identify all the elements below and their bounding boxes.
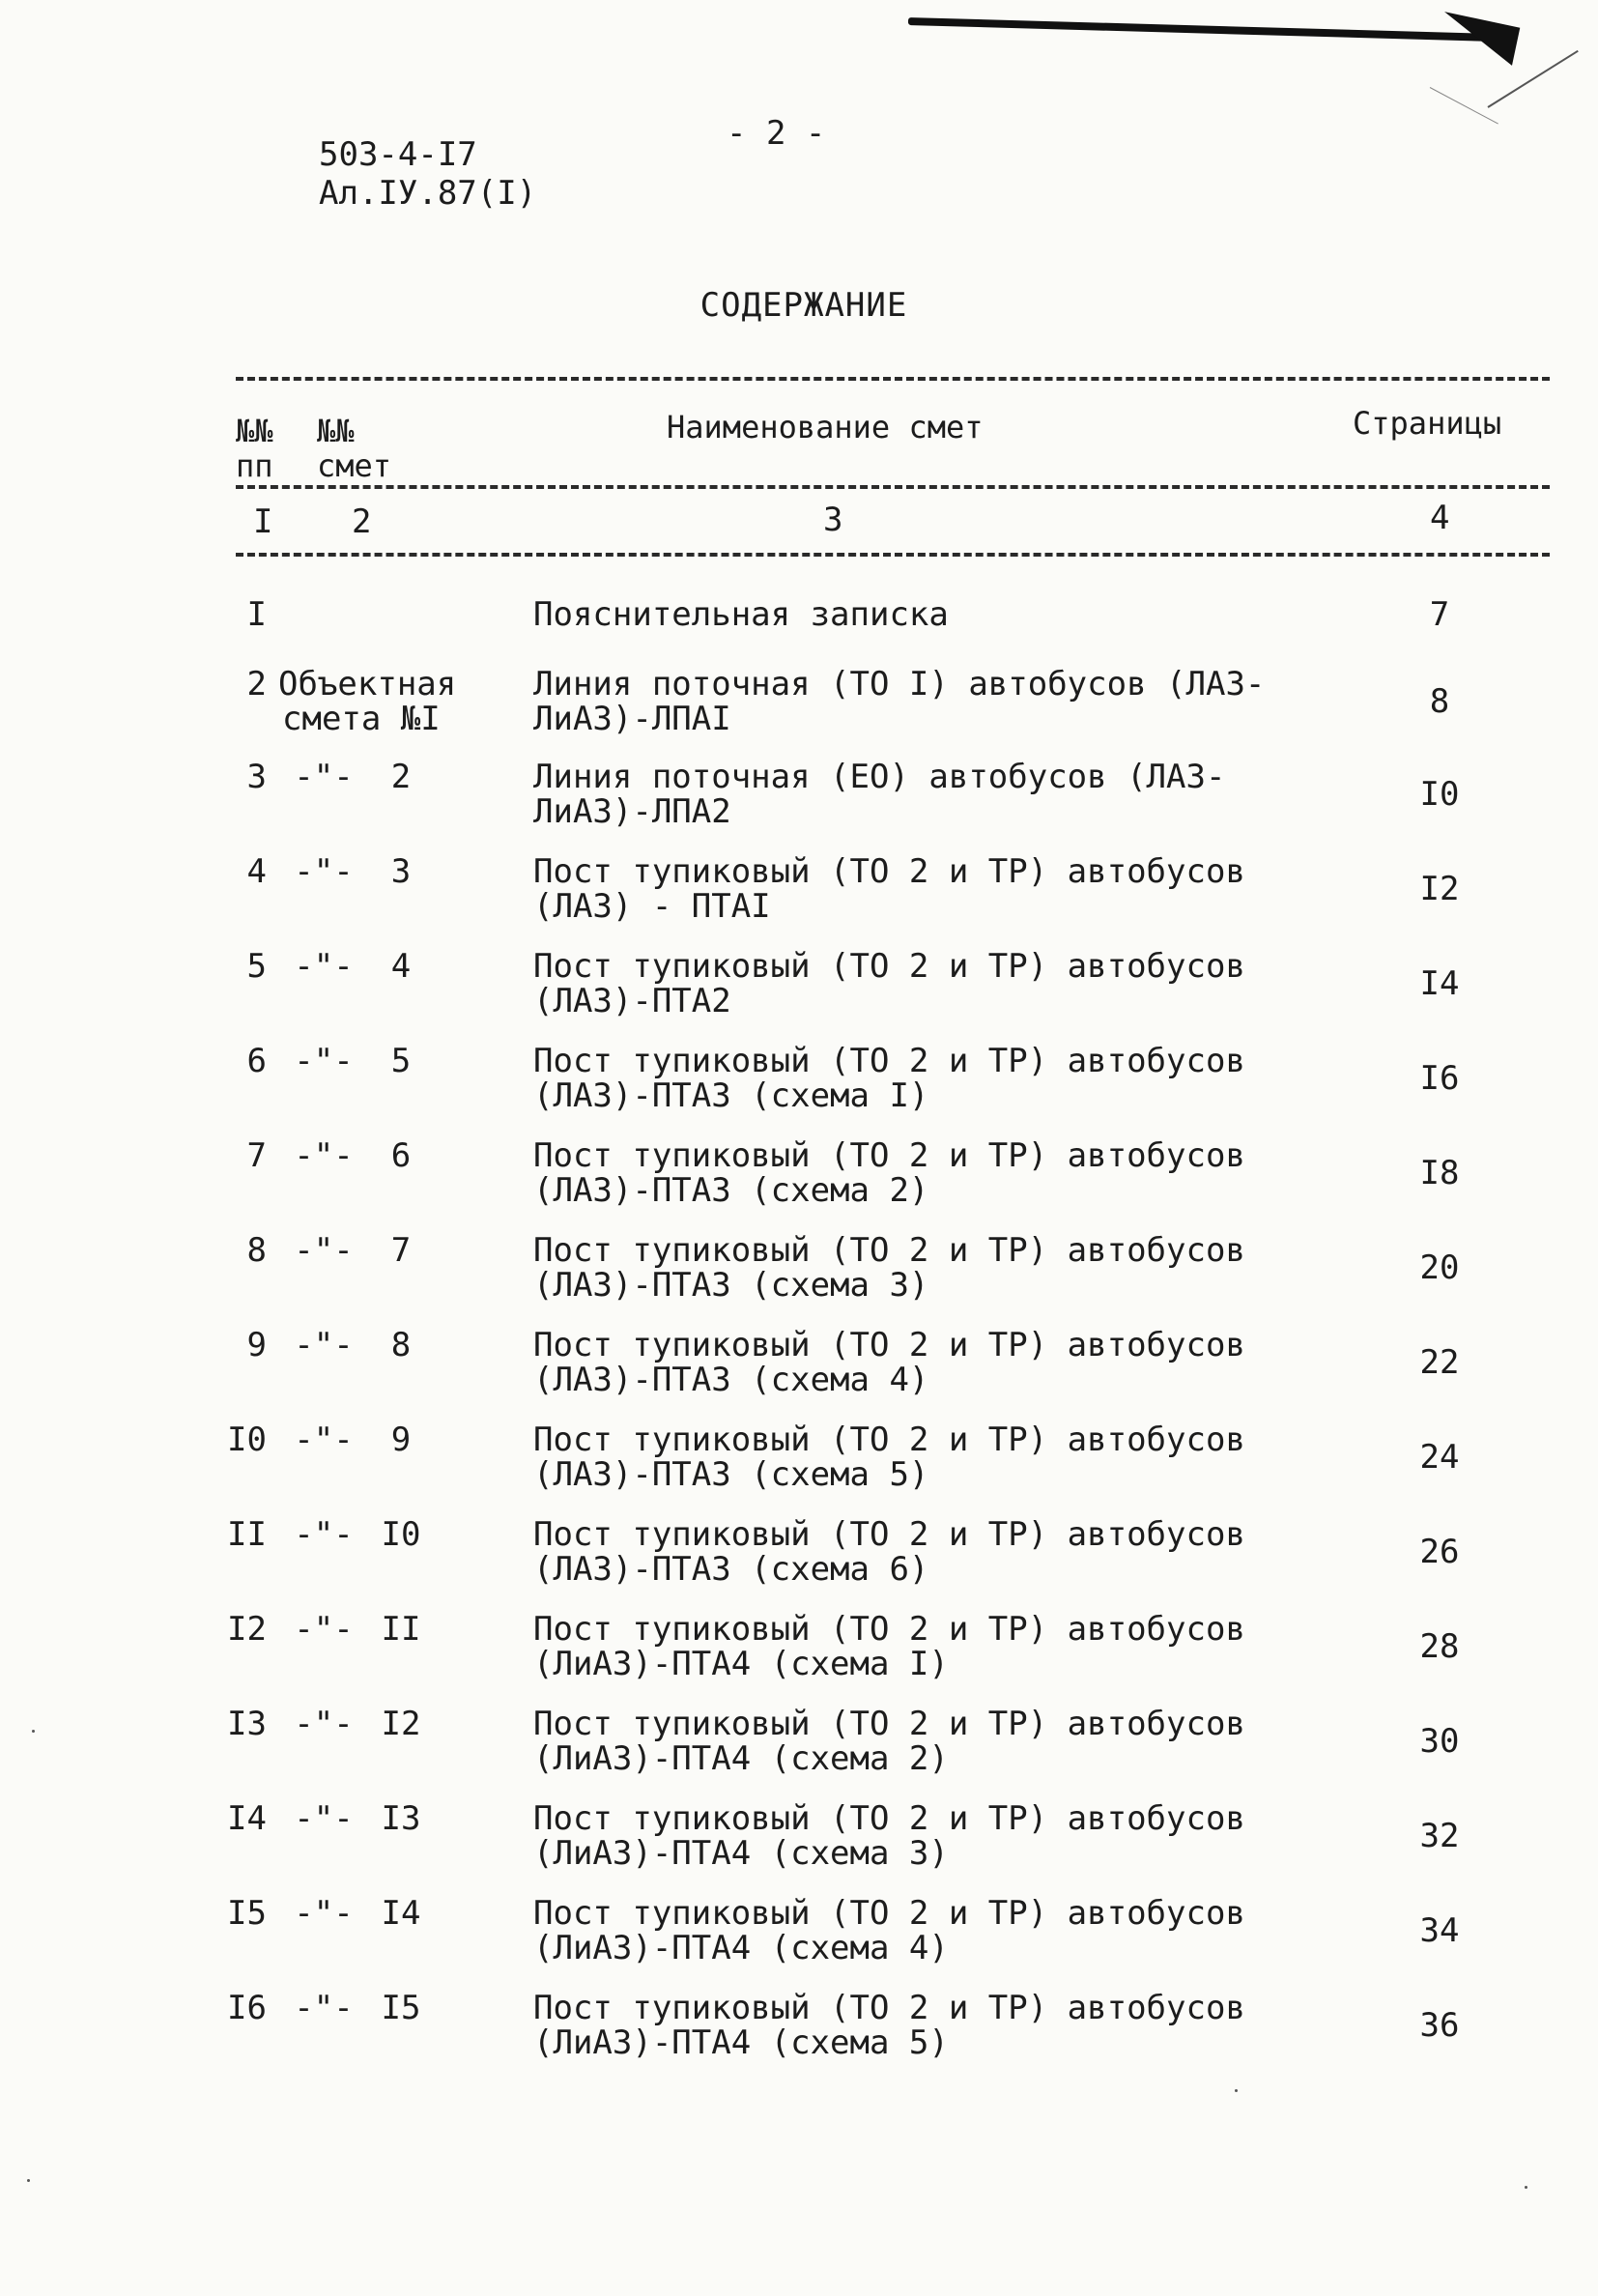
smeta-name	[533, 1896, 1287, 1966]
column-index: I	[253, 502, 273, 541]
smeta-name-line: Линия поточная (ТО I) автобусов (ЛАЗ-	[533, 665, 1266, 703]
smeta-num: 6	[390, 1136, 412, 1175]
column-header-line: пп	[236, 447, 273, 484]
smeta-name-line: Пост тупиковый (ТО 2 и ТР) автобусов	[533, 1136, 1245, 1175]
column-header-name: Наименование смет	[667, 409, 984, 445]
page-ref: 22	[1419, 1343, 1460, 1382]
column-index: 3	[823, 501, 843, 539]
smeta-name	[533, 597, 1287, 632]
scan-artifact-bar	[908, 17, 1517, 43]
row-number: I5	[227, 1894, 267, 1933]
smeta-name-line: ЛиАЗ)-ЛПАI	[533, 700, 731, 738]
table-divider	[236, 485, 1550, 489]
row-number: 2	[246, 665, 267, 703]
smeta-name	[533, 1044, 1287, 1113]
smeta-name-line: (ЛиАЗ)-ПТА4 (схема 3)	[533, 1834, 949, 1873]
smeta-ditto: -"-	[294, 1799, 354, 1838]
smeta-name-line: (ЛАЗ)-ПТА3 (схема 6)	[533, 1550, 929, 1589]
scan-speck	[1235, 2089, 1238, 2092]
page-ref: 8	[1429, 682, 1450, 721]
column-header-smeta	[317, 414, 391, 483]
smeta-name-line: Пост тупиковый (ТО 2 и ТР) автобусов	[533, 1799, 1245, 1838]
row-number: 9	[246, 1326, 267, 1364]
smeta-name-line: Линия поточная (ЕО) автобусов (ЛАЗ-	[533, 758, 1226, 796]
smeta-num: 7	[390, 1231, 412, 1270]
smeta-name-line: (ЛиАЗ)-ПТА4 (схема 2)	[533, 1739, 949, 1778]
smeta-name	[533, 1138, 1287, 1208]
table-row	[0, 1801, 1598, 1888]
page-ref: 7	[1429, 595, 1450, 634]
column-header-num	[236, 414, 273, 483]
page-title: СОДЕРЖАНИЕ	[699, 286, 908, 325]
column-header-line: №№	[317, 413, 355, 449]
table-row	[0, 1707, 1598, 1794]
smeta-ditto: -"-	[294, 1610, 354, 1649]
column-index: 2	[352, 502, 372, 541]
row-number: I6	[227, 1989, 267, 2027]
smeta-num: 5	[390, 1042, 412, 1080]
column-index: 4	[1430, 499, 1450, 537]
smeta-ditto: -"-	[294, 1326, 354, 1364]
smeta-name	[533, 1991, 1287, 2060]
smeta-name	[533, 949, 1287, 1019]
page-number: - 2 -	[727, 114, 826, 153]
smeta-name	[533, 1328, 1287, 1397]
smeta-name	[533, 1233, 1287, 1303]
smeta-number	[280, 1991, 464, 2025]
table-row	[0, 1044, 1598, 1131]
smeta-number	[280, 597, 464, 632]
smeta-name-line: Пост тупиковый (ТО 2 и ТР) автобусов	[533, 1421, 1245, 1459]
smeta-name-line: (ЛиАЗ)-ПТА4 (схема 5)	[533, 2023, 949, 2062]
row-number: 3	[246, 758, 267, 796]
page-ref: I6	[1419, 1059, 1460, 1098]
table-row	[0, 1896, 1598, 1983]
smeta-name	[533, 1517, 1287, 1587]
table-row	[0, 760, 1598, 847]
row-number: 7	[246, 1136, 267, 1175]
smeta-number	[280, 1422, 464, 1457]
smeta-name	[533, 1801, 1287, 1871]
smeta-num: II	[381, 1610, 421, 1649]
smeta-number	[280, 854, 464, 889]
scan-speck	[27, 2179, 30, 2182]
smeta-num: I2	[381, 1705, 421, 1743]
page-ref: 36	[1419, 2006, 1460, 2045]
smeta-number	[280, 949, 464, 984]
row-number: I	[246, 595, 267, 634]
smeta-num: 4	[390, 947, 412, 986]
smeta-name-line: (ЛиАЗ)-ПТА4 (схема I)	[533, 1645, 949, 1683]
smeta-number	[280, 1707, 464, 1741]
smeta-name-line: Пост тупиковый (ТО 2 и ТР) автобусов	[533, 1231, 1245, 1270]
smeta-name-line: Пост тупиковый (ТО 2 и ТР) автобусов	[533, 852, 1245, 891]
table-row	[0, 1517, 1598, 1604]
smeta-num: I3	[381, 1799, 421, 1838]
smeta-name-line: (ЛАЗ) - ПТАI	[533, 887, 771, 926]
smeta-ditto: -"-	[294, 1989, 354, 2027]
smeta-ditto: -"-	[294, 758, 354, 796]
smeta-name-line: (ЛиАЗ)-ПТА4 (схема 4)	[533, 1929, 949, 1967]
table-row	[0, 949, 1598, 1036]
smeta-ditto: -"-	[294, 947, 354, 986]
table-row	[0, 1991, 1598, 2078]
smeta-ditto: Объектная	[278, 665, 457, 703]
column-header-line: №№	[236, 413, 273, 449]
smeta-name-line: (ЛАЗ)-ПТА3 (схема 3)	[533, 1266, 929, 1305]
smeta-number	[280, 1896, 464, 1931]
row-number: II	[227, 1515, 267, 1554]
smeta-num: смета №I	[282, 700, 441, 738]
table-row	[0, 1138, 1598, 1225]
page-ref: I8	[1419, 1154, 1460, 1192]
smeta-number	[280, 1612, 464, 1647]
smeta-name	[533, 667, 1287, 736]
page-ref: 20	[1419, 1248, 1460, 1287]
row-number: 4	[246, 852, 267, 891]
table-row	[0, 667, 1598, 754]
smeta-num: 2	[390, 758, 412, 796]
smeta-ditto: -"-	[294, 1421, 354, 1459]
smeta-name	[533, 1422, 1287, 1492]
smeta-ditto: -"-	[294, 1705, 354, 1743]
smeta-name-line: Пост тупиковый (ТО 2 и ТР) автобусов	[533, 1894, 1245, 1933]
smeta-name-line: (ЛАЗ)-ПТА3 (схема I)	[533, 1076, 929, 1115]
page-ref: 26	[1419, 1533, 1460, 1571]
table-row	[0, 1612, 1598, 1699]
page-ref: 30	[1419, 1722, 1460, 1761]
smeta-num: I4	[381, 1894, 421, 1933]
page-ref: I4	[1419, 964, 1460, 1003]
smeta-name-line: Пост тупиковый (ТО 2 и ТР) автобусов	[533, 1326, 1245, 1364]
column-header-line: смет	[317, 447, 392, 484]
document-code	[319, 135, 536, 213]
table-row	[0, 854, 1598, 941]
smeta-name-line: Пост тупиковый (ТО 2 и ТР) автобусов	[533, 1989, 1245, 2027]
smeta-num: 8	[390, 1326, 412, 1364]
smeta-ditto: -"-	[294, 1042, 354, 1080]
table-divider	[236, 553, 1550, 557]
row-number: I0	[227, 1421, 267, 1459]
page-ref: 28	[1419, 1627, 1460, 1666]
smeta-number	[280, 1328, 464, 1363]
document-code-line: Ал.IУ.87(I)	[319, 174, 537, 213]
smeta-number	[280, 1517, 464, 1552]
row-number: 5	[246, 947, 267, 986]
table-divider	[236, 377, 1550, 381]
smeta-ditto: -"-	[294, 1894, 354, 1933]
smeta-name-line: (ЛАЗ)-ПТА3 (схема 5)	[533, 1455, 929, 1494]
page-ref: I2	[1419, 870, 1460, 908]
smeta-name	[533, 1707, 1287, 1776]
smeta-name	[533, 760, 1287, 829]
smeta-number	[278, 667, 491, 736]
smeta-name-line: (ЛАЗ)-ПТА3 (схема 4)	[533, 1361, 929, 1399]
smeta-number	[280, 1233, 464, 1268]
page-ref: 32	[1419, 1817, 1460, 1855]
smeta-number	[280, 1044, 464, 1078]
smeta-name-line: Пост тупиковый (ТО 2 и ТР) автобусов	[533, 947, 1245, 986]
page-ref: I0	[1419, 775, 1460, 814]
row-number: I2	[227, 1610, 267, 1649]
column-header-pages: Страницы	[1353, 405, 1502, 442]
smeta-ditto: -"-	[294, 1136, 354, 1175]
row-number: 6	[246, 1042, 267, 1080]
smeta-name	[533, 1612, 1287, 1681]
smeta-name-line: Пост тупиковый (ТО 2 и ТР) автобусов	[533, 1042, 1245, 1080]
smeta-name-line: Пояснительная записка	[533, 595, 949, 634]
smeta-name-line: (ЛАЗ)-ПТА3 (схема 2)	[533, 1171, 929, 1210]
smeta-ditto: -"-	[294, 1515, 354, 1554]
smeta-name-line: Пост тупиковый (ТО 2 и ТР) автобусов	[533, 1705, 1245, 1743]
table-row	[0, 1328, 1598, 1415]
smeta-num: 3	[390, 852, 412, 891]
smeta-name-line: ЛиАЗ)-ЛПА2	[533, 792, 731, 831]
smeta-num: 9	[390, 1421, 412, 1459]
scan-artifact-corner	[1437, 12, 1521, 66]
smeta-num: I5	[381, 1989, 421, 2027]
page-ref: 34	[1419, 1911, 1460, 1950]
smeta-number	[280, 760, 464, 794]
scan-speck	[1525, 2186, 1527, 2189]
smeta-number	[280, 1138, 464, 1173]
smeta-num: I0	[381, 1515, 421, 1554]
row-number: 8	[246, 1231, 267, 1270]
smeta-ditto: -"-	[294, 852, 354, 891]
smeta-name-line: (ЛАЗ)-ПТА2	[533, 982, 731, 1020]
table-row	[0, 1233, 1598, 1320]
row-number: I3	[227, 1705, 267, 1743]
table-row	[0, 1422, 1598, 1509]
document-code-line: 503-4-I7	[319, 135, 477, 174]
smeta-ditto: -"-	[294, 1231, 354, 1270]
smeta-number	[280, 1801, 464, 1836]
row-number: I4	[227, 1799, 267, 1838]
smeta-name	[533, 854, 1287, 924]
page-ref: 24	[1419, 1438, 1460, 1477]
smeta-name-line: Пост тупиковый (ТО 2 и ТР) автобусов	[533, 1610, 1245, 1649]
smeta-name-line: Пост тупиковый (ТО 2 и ТР) автобусов	[533, 1515, 1245, 1554]
